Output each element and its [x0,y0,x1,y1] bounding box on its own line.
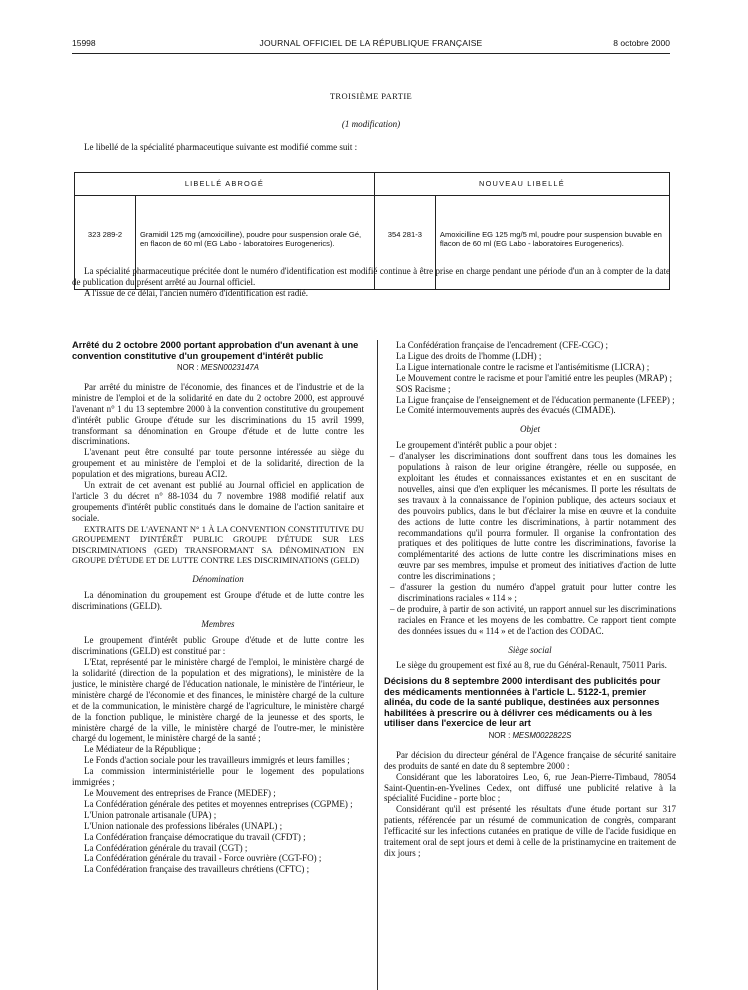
list-item: Le Mouvement des entreprises de France (MEDEF) ; [84,788,276,798]
modification-note: (1 modification) [341,119,401,129]
issue-date: 8 octobre 2000 [613,38,670,48]
old-label-header: LIBELLÉ ABROGÉ [75,173,375,196]
paragraph: Un extrait de cet avenant est publié au Journal officiel en application de l'article 3 du décret n° 88-1034 du 7 novembre 1988 modifié relatif aux groupements d'intérêt public constitués dans le domaine de l'action sanitaire et sociale. [72,480,364,523]
intro-text: Le libellé de la spécialité pharmaceutique suivante est modifié comme suit : [84,142,358,152]
page-header [72,38,670,52]
journal-title: JOURNAL OFFICIEL DE LA RÉPUBLIQUE FRANÇAISE [259,38,483,48]
paragraph: La dénomination du groupement est Groupe d'étude et de lutte contre les discriminations (GELD). [72,589,364,611]
paragraph: Considérant qu'il est présenté les résultats d'une étude portant sur 317 patients, référencée par un résumé de communication de congrès, comparant l'efficacité sur les infections cutanées en pratique de ville de l'acide fusidique en traitement oral de sept jours et demi à celle de la pristinamycine en traitement de dix jours ; [384,804,676,858]
list-item: La commission interministérielle pour le logement des populations immigrées ; [72,766,364,788]
section-heading: Membres [201,619,235,630]
list-item: La Confédération française démocratique du travail (CFDT) ; [84,831,306,842]
paragraph: Par décision du directeur général de l'Agence française de sécurité sanitaire des produits de santé en date du 8 septembre 2000 : [384,749,676,771]
article-title: Arrêté du 2 octobre 2000 portant approbation d'un avenant à une convention constitutive d'un groupement d'intérêt public [72,340,359,361]
list-item: Le Fonds d'action sociale pour les travailleurs immigrés et leurs familles ; [84,755,350,766]
list-item: Le Médiateur de la République ; [84,744,201,755]
section-heading: Siège social [508,644,552,655]
paragraph: Considérant que les laboratoires Leo, 6, rue Jean-Pierre-Timbaud, 78054 Saint-Quentin-en-Yvelines Cedex, ont diffusé une publicité relative à la spécialité Fucidine - porte bloc ; [384,771,676,804]
old-text: Gramidil 125 mg (amoxicilline), poudre pour suspension orale Gé, en flacon de 60 ml (EG Labo - laboratoires Eurogenerics). [136,196,375,290]
nor-reference [384,731,676,742]
paragraph: L'avenant peut être consulté par toute personne intéressée au siège du groupement et au ministère de l'emploi et de la solidarité, direction de la population et des migrations, bureau ACI2. [72,447,364,480]
paragraph: Le groupement d'intérêt public Groupe d'étude et de lutte contre les discriminations (GELD) est constitué par : [72,635,364,657]
paragraph: Le siège du groupement est fixé au 8, rue du Général-Renault, 75011 Paris. [396,660,667,671]
article-title: Décisions du 8 septembre 2000 interdisant des publicités pour des médicaments mentionnées à l'article L. 5122-1, premier alinéa, du code de la santé publique, destinées aux personnes habilitées à prescrire ou à délivrer ces médicaments ou à les utiliser dans l'exercice de leur art [384,676,661,729]
list-item: La Confédération générale du travail (CGT) ; [84,842,248,853]
paragraph: L'Etat, représenté par le ministère chargé de l'emploi, le ministère chargé de la solidarité (direction de la population et des migrations), le ministère de la justice, le ministère chargé de l'éducation nationale, le ministère de l'intérieur, le ministère chargé de l'économie et des finances, le ministère chargé de la culture et de la communication, le ministère chargé de l'agriculture, le ministère chargé de la fonction publique, le ministère chargé de la jeunesse et des sports, le ministère chargé de la ville, le ministère chargé de l'outre-mer, le ministère chargé du logement, le ministère chargé de la santé ; [72,657,364,744]
new-label-header: NOUVEAU LIBELLÉ [374,173,669,196]
nor-code: MESN0023147A [200,363,259,372]
list-item: La Ligue française de l'enseignement et de l'éducation permanente (LFEEP) ; [396,394,675,405]
page-number: 15998 [72,38,96,48]
list-item: L'Union patronale artisanale (UPA) ; [84,809,217,820]
left-column [72,340,364,875]
list-item: Le Mouvement contre le racisme et pour l'amitié entre les peuples (MRAP) ; [396,372,673,383]
header-rule [72,53,670,54]
column-divider [377,340,378,990]
right-column [384,340,676,859]
list-item: SOS Racisme ; [396,383,451,394]
list-item: – de produire, à partir de son activité, un rapport annuel sur les discriminations raciales en France et les moyens de les combattre. Ce rapport tient compte des données issues du « 114 » et de l'action des CODAC. [390,603,676,636]
paragraph: Le groupement d'intérêt public a pour objet : [396,440,557,451]
nor-label: NOR : [488,730,511,740]
old-code: 323 289-2 [75,196,136,290]
new-text: Amoxicilline EG 125 mg/5 ml, poudre pour suspension buvable en flacon de 60 ml (EG Labo - laboratoires Eurogenerics). [435,196,669,290]
nor-label: NOR : [177,363,199,372]
list-item: La Confédération générale des petites et moyennes entreprises (CGPME) ; [84,798,353,809]
new-code: 354 281-3 [374,196,435,290]
paragraph: A l'issue de ce délai, l'ancien numéro d'identification est radié. [84,288,309,298]
list-item: – d'assurer la gestion du numéro d'appel gratuit pour lutter contre les discriminations raciales « 114 » ; [390,582,676,603]
section-heading: Objet [520,424,540,435]
list-item: L'Union nationale des professions libérales (UNAPL) ; [84,820,283,831]
list-item: Le Comité intermouvements auprès des évacués (CIMADE). [396,405,616,416]
part-title: TROISIÈME PARTIE [329,91,413,101]
list-item: La Ligue internationale contre le racisme et l'antisémitisme (LICRA) ; [396,361,650,372]
list-item: – d'analyser les discriminations dont souffrent dans tous les domaines les populations à raison de leur origine étrangère, réelle ou supposée, en exploitant les études et connaissances existantes et en en suscitant de nouvelles, ainsi que d'en expliquer les mécanismes. Il porte les résultats de ses travaux à la connaissance de l'opinion publique, des acteurs sociaux et des pouvoirs publics, dans le but d'éclairer la mise en œuvre et la conduite des actions de lutte contre les discriminations, à partir notamment des recommandations qu'il pourra formuler. Il organise la confrontation des pratiques et des politiques de lutte contre les discriminations, favorise la complémentarité des actions de lutte contre les discriminations mises en œuvre par ses membres, impulse et promeut des initiatives d'action de lutte contre les discriminations ; [390,451,676,582]
list-item: La Confédération générale du travail - Force ouvrière (CGT-FO) ; [84,853,322,864]
after-table-text [72,266,670,299]
nor-code: MESM0022822S [512,730,572,740]
paragraph: Par arrêté du ministre de l'économie, des finances et de l'industrie et de la ministre de l'emploi et de la solidarité en date du 2 octobre 2000, est approuvé l'avenant n° 1 du 13 septembre 2000 à la convention constitutive du groupement d'intérêt public Groupe d'étude sur les discriminations du 15 avril 1999, transformant sa dénomination en Groupe d'étude et de lutte contre les discriminations. [72,381,364,447]
list-item: La Ligue des droits de l'homme (LDH) ; [396,350,542,361]
extract-title: EXTRAITS DE L'AVENANT N° 1 À LA CONVENTION CONSTITUTIVE DU GROUPEMENT D'INTÉRÊT PUBLIC GROUPE D'ÉTUDE SUR LES DISCRIMINATIONS (GED) TRANSFORMANT SA DÉNOMINATION EN GROUPE D'ÉTUDE ET DE LUTTE CONTRE LES DISCRIMINATIONS (GELD) [72,523,364,566]
list-item: La Confédération française des travailleurs chrétiens (CFTC) ; [84,864,310,875]
table-header-row [75,173,670,196]
paragraph: La spécialité pharmaceutique précitée dont le numéro d'identification est modifié continue à être prise en charge pendant une période d'un an à compter de la date de publication du présent arrêté au Journal officiel. [72,266,670,287]
section-heading: Dénomination [192,573,244,584]
nor-reference [72,363,364,374]
list-item: La Confédération française de l'encadrement (CFE-CGC) ; [396,340,609,350]
